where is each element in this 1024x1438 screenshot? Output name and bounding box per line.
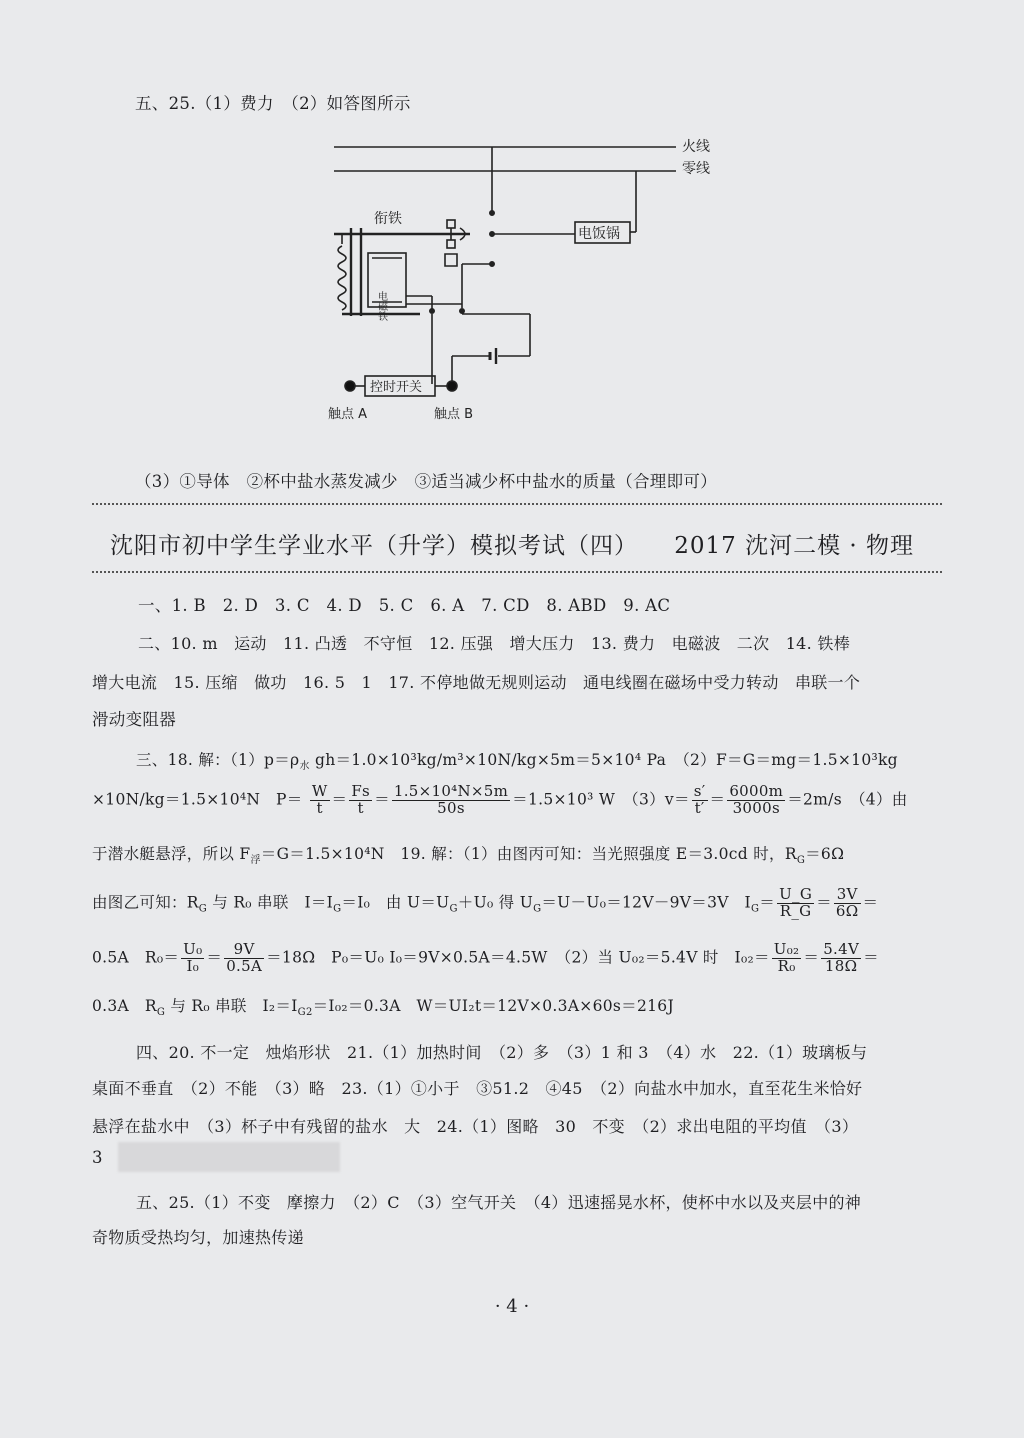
live-wire-label: 火线 — [682, 139, 710, 155]
answer-line-6: ×10N/kg＝1.5×10⁴N P＝ $\frac{W}{t}$ ＝ $\frac{Fs}{t}$ ＝ $\frac{\text{1.5×10⁴N×5m}}{50s}$ ＝1.5×10³ W （3）v＝ $\frac{s'}{t'}$ ＝ $\frac{6000m}{3000s}$ ＝2m/s （4）由 — [92, 782, 908, 817]
neutral-wire-label: 零线 — [682, 161, 710, 177]
answer-line-16: 奇物质受热均匀，加速热传递 — [92, 1228, 304, 1247]
answer-line-5 — [136, 748, 996, 772]
frac-w-t: $\frac{W}{t}$ — [311, 782, 328, 817]
answer-line-11: 四、20. 不一定 烛焰形状 21.（1）加热时间 （2）多 （3）1 和 3 （4）水 22.（1）玻璃板与 — [136, 1043, 868, 1062]
rice-cooker-label: 电饭锅 — [578, 226, 620, 242]
answer-line-7: 于潜水艇悬浮，所以 $F_浮=G=1.5\times 10^4N$ 19. 解：（1）由图丙可知：当光照强度 E＝3.0cd 时，$R_G=6\Omega$ — [92, 845, 845, 867]
answer-line-15: 五、25.（1）不变 摩擦力 （2）C （3）空气开关 （4）迅速摇晃水杯，使杯中水以及夹层中的神 — [136, 1193, 862, 1212]
frac-fs-t: $\frac{Fs}{t}$ — [351, 782, 371, 817]
frac-9v-05a: $\frac{9V}{0.5A}$ — [226, 940, 263, 975]
frac-speed-value: $\frac{6000m}{3000s}$ — [729, 782, 784, 817]
answer-line-3: 增大电流 15. 压缩 做功 16. 5 1 17. 不停地做无规则运动 通电线圈在磁场中受力转动 串联一个 — [92, 673, 861, 692]
relay-circuit-diagram — [320, 128, 740, 428]
armature-label: 衔铁 — [374, 211, 402, 227]
l6c: ＝2m/s （4）由 — [787, 790, 908, 809]
timer-switch-label: 控时开关 — [370, 380, 423, 395]
l6a: ×10N/kg＝1.5×10⁴N P＝ — [92, 790, 303, 809]
contact-a-label: 触点 A — [328, 407, 368, 422]
answer-line-10: 0.3A $R_G$ 与 R₀ 串联 $I_2=I_{G2}=I_{02}=0.3A$ W＝UI₂t＝12V×0.3A×60s＝216J — [92, 997, 674, 1019]
q25-answer-line: 五、25.（1）费力 （2）如答图所示 — [135, 94, 411, 113]
divider-top — [92, 503, 942, 505]
l6b: ＝1.5×10³ W （3）v＝ — [512, 790, 690, 809]
frac-3v-6ohm: $\frac{3V}{6\Omega}$ — [835, 885, 859, 920]
frac-u0-i0: $\frac{\text{U₀}}{\text{I₀}}$ — [183, 940, 203, 975]
exam-title-sub: 2017 沈河二模 · 物理 — [674, 533, 915, 559]
frac-ug-rg: $\frac{U\_G}{R\_G}$ — [779, 885, 813, 920]
answer-line-2: 二、10. m 运动 11. 凸透 不守恒 12. 压强 增大压力 13. 费力 电磁波 二次 14. 铁棒 — [138, 634, 851, 653]
frac-s-t: $\frac{s'}{t'}$ — [693, 782, 706, 817]
frac-54v-18ohm: $\frac{5.4V}{18\Omega}$ — [823, 940, 860, 975]
answer-line-8: 由图乙可知：$R_G$ 与 R₀ 串联 $I=I_G=I_0$ 由 $U=U_G+U_0$ 得 $U_G=U-U_0=12V-9V=3V$ $I_G=$ $\frac{U\_G}{R\_G}$ ＝ $\frac{3V}{6\Omega}$ ＝ — [92, 885, 879, 920]
contact-b-label: 触点 B — [434, 407, 474, 422]
answer-line-12: 桌面不垂直 （2）不能 （3）略 23.（1）①小于 ③51.2 ④45 （2）向盐水中加水，直至花生米恰好 — [92, 1079, 863, 1098]
electromagnet-label: 电磁铁 — [375, 291, 387, 321]
answer-line-9: 0.5A R₀＝ $\frac{\text{U₀}}{\text{I₀}}$ ＝ $\frac{9V}{0.5A}$ ＝18Ω P₀＝U₀ I₀＝9V×0.5A＝4.5W （2）当 U₀₂＝5.4V 时 I₀₂＝ $\frac{\text{U₀₂}}{\text{R₀}}$ ＝ $\frac{5.4V}{18\Omega}$ ＝ — [92, 940, 879, 975]
exam-title-main: 沈阳市初中学生学业水平（升学）模拟考试（四） — [109, 533, 638, 559]
l5sub: 水 — [299, 761, 310, 773]
l5b: gh＝1.0×10³kg/m³×10N/kg×5m＝5×10⁴ Pa （2）F＝G＝mg＝1.5×10³kg — [309, 751, 898, 769]
page-number: · 4 · — [494, 1296, 530, 1317]
answer-line-4: 滑动变阻器 — [92, 710, 176, 729]
divider-bottom — [92, 571, 942, 573]
q25-part3: （3）①导体 ②杯中盐水蒸发减少 ③适当减少杯中盐水的质量（合理即可） — [135, 472, 717, 491]
answer-line-13: 悬浮在盐水中 （3）杯子中有残留的盐水 大 24.（1）图略 30 不变 （2）求出电阻的平均值 （3） — [92, 1117, 859, 1136]
frac-u02-r0: $\frac{\text{U₀₂}}{\text{R₀}}$ — [773, 940, 800, 975]
answer-line-1: 一、1. B 2. D 3. C 4. D 5. C 6. A 7. CD 8. ABD 9. AC — [138, 596, 671, 615]
redacted-region — [118, 1142, 340, 1172]
frac-power-value: $\frac{\text{1.5×10⁴N×5m}}{50s}$ — [393, 782, 509, 817]
exam-title — [0, 527, 1024, 560]
l5a: 三、18. 解：（1）p＝ρ — [136, 751, 300, 769]
answer-line-14: 3 — [92, 1148, 103, 1167]
